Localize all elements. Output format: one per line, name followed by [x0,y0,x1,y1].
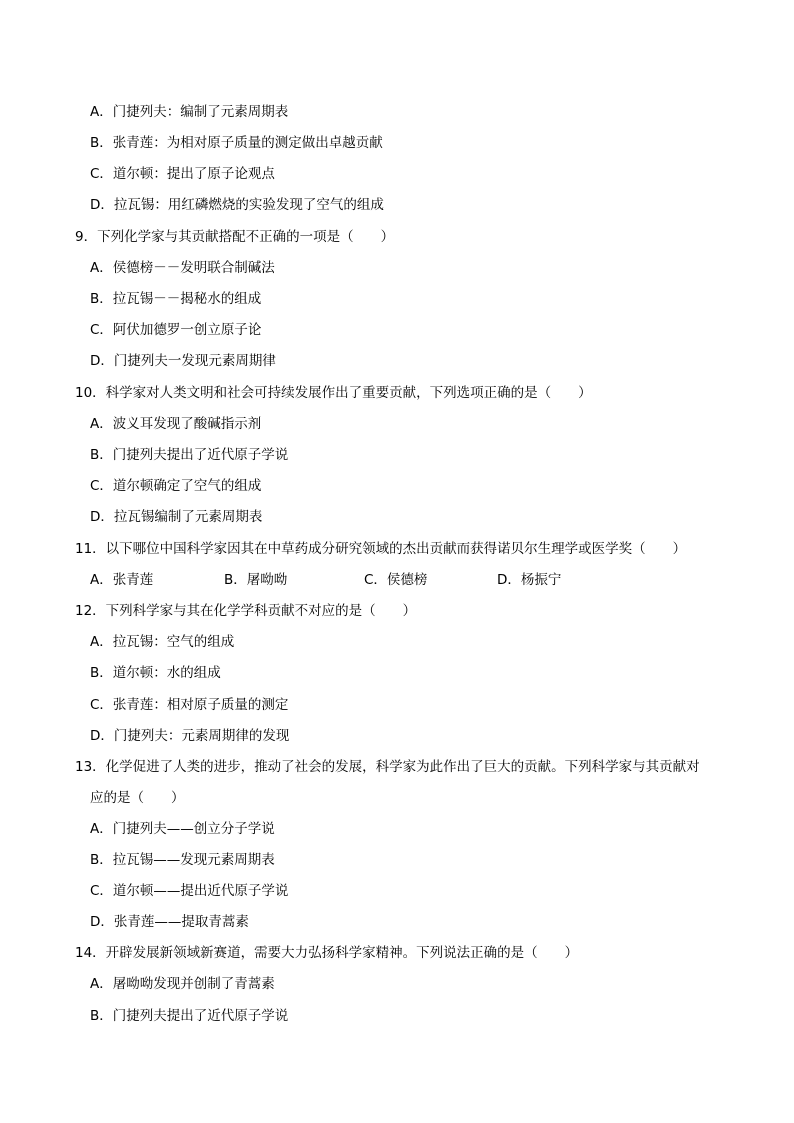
q12-option-c: C．张青莲：相对原子质量的测定 [90,697,289,713]
q11-stem: 11．以下哪位中国科学家因其在中草药成分研究领域的杰出贡献而获得诺贝尔生理学或医学奖（ ） [75,541,687,557]
q13-option-d: D．张青莲——提取青蒿素 [90,914,249,930]
q10-option-b: B．门捷列夫提出了近代原子学说 [90,447,289,463]
q12-option-b: B．道尔顿：水的组成 [90,665,221,681]
q14-option-a: A．屠呦呦发现并创制了青蒿素 [90,976,275,992]
q9-option-d: D．门捷列夫一发现元素周期律 [90,353,276,369]
q8-option-a: A．门捷列夫：编制了元素周期表 [90,104,289,120]
q13-option-c: C．道尔顿——提出近代原子学说 [90,883,289,899]
q9-option-b: B．拉瓦锡－－揭秘水的组成 [90,291,262,307]
q14-stem: 14．开辟发展新领域新赛道，需要大力弘扬科学家精神。下列说法正确的是（ ） [75,945,579,961]
q9-stem: 9．下列化学家与其贡献搭配不正确的一项是（ ） [75,229,395,245]
q9-option-a: A．侯德榜－－发明联合制碱法 [90,260,275,276]
q13-option-b: B．拉瓦锡——发现元素周期表 [90,852,275,868]
q10-stem: 10．科学家对人类文明和社会可持续发展作出了重要贡献，下列选项正确的是（ ） [75,385,592,401]
q11-option-d: D．杨振宁 [497,572,562,588]
q13-stem-line2: 应的是（ ） [90,790,185,806]
q8-option-b: B．张青莲：为相对原子质量的测定做出卓越贡献 [90,135,383,151]
q14-option-b: B．门捷列夫提出了近代原子学说 [90,1008,289,1024]
q13-option-a: A．门捷列夫——创立分子学说 [90,821,275,837]
q9-option-c: C．阿伏加德罗一创立原子论 [90,322,262,338]
q10-option-a: A．波义耳发现了酸碱指示剂 [90,416,262,432]
q10-option-d: D．拉瓦锡编制了元素周期表 [90,509,263,525]
q8-option-d: D．拉瓦锡：用红磷燃烧的实验发现了空气的组成 [90,197,384,213]
q10-option-c: C．道尔顿确定了空气的组成 [90,478,262,494]
q11-option-c: C．侯德榜 [364,572,428,588]
q12-option-d: D．门捷列夫：元素周期律的发现 [90,728,290,744]
q11-option-b: B．屠呦呦 [224,572,288,588]
q11-option-a: A．张青莲 [90,572,154,588]
q12-stem: 12．下列科学家与其在化学学科贡献不对应的是（ ） [75,603,417,619]
q13-stem-line1: 13．化学促进了人类的进步，推动了社会的发展，科学家为此作出了巨大的贡献。下列科学家与其贡献对 [75,759,700,775]
q8-option-c: C．道尔顿：提出了原子论观点 [90,166,275,182]
q12-option-a: A．拉瓦锡：空气的组成 [90,634,235,650]
